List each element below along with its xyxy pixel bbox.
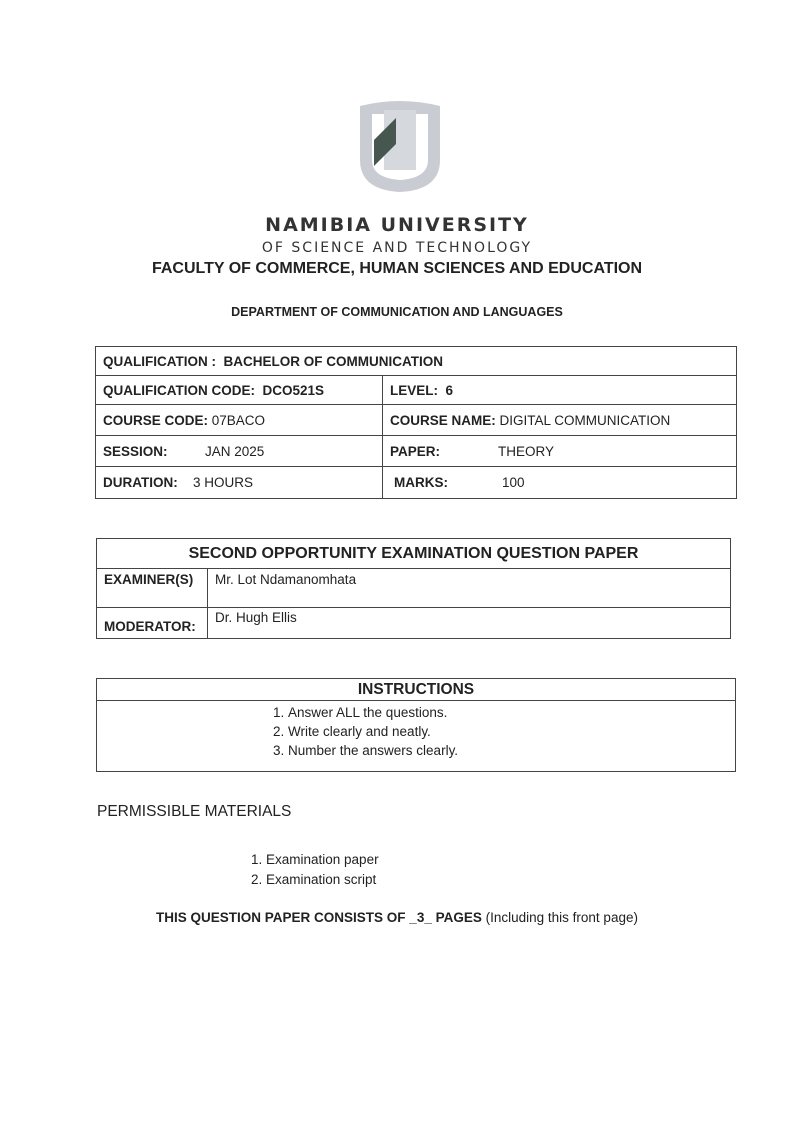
instruction-item: 1. Answer ALL the questions. xyxy=(288,705,458,720)
university-subtitle: OF SCIENCE AND TECHNOLOGY xyxy=(261,240,533,256)
course-code-cell: COURSE CODE: 07BACO xyxy=(96,405,383,436)
department-name: DEPARTMENT OF COMMUNICATION AND LANGUAGES xyxy=(231,305,563,319)
instructions-list xyxy=(270,705,458,762)
examiner-value: Mr. Lot Ndamanomhata xyxy=(208,569,731,608)
university-name: NAMIBIA UNIVERSITY xyxy=(265,214,529,236)
instruction-item: 3. Number the answers clearly. xyxy=(288,743,458,758)
examiner-label: EXAMINER(S) xyxy=(97,569,208,608)
material-item: 1. Examination paper xyxy=(266,850,379,870)
material-item: 2. Examination script xyxy=(266,870,379,890)
paper-cell: PAPER: THEORY xyxy=(383,436,737,467)
qualification-code-cell: QUALIFICATION CODE: DCO521S xyxy=(96,376,383,405)
examiners-table xyxy=(96,538,731,639)
course-details-table xyxy=(95,346,737,499)
university-logo-icon xyxy=(356,98,444,194)
course-name-cell: COURSE NAME: DIGITAL COMMUNICATION xyxy=(383,405,737,436)
materials-title: PERMISSIBLE MATERIALS xyxy=(97,803,292,820)
page-count-note: THIS QUESTION PAPER CONSISTS OF _3_ PAGES (Including this front page) xyxy=(156,910,638,925)
materials-list xyxy=(230,850,379,890)
faculty-name: FACULTY OF COMMERCE, HUMAN SCIENCES AND EDUCATION xyxy=(151,260,643,277)
instructions-title: INSTRUCTIONS xyxy=(97,679,735,701)
qualification-cell: QUALIFICATION : BACHELOR OF COMMUNICATION xyxy=(96,347,737,376)
marks-cell: MARKS: 100 xyxy=(383,467,737,499)
duration-cell: DURATION: 3 HOURS xyxy=(96,467,383,499)
instruction-item: 2. Write clearly and neatly. xyxy=(288,724,458,739)
level-cell: LEVEL: 6 xyxy=(383,376,737,405)
session-cell: SESSION: JAN 2025 xyxy=(96,436,383,467)
instructions-box xyxy=(96,678,736,772)
moderator-value: Dr. Hugh Ellis xyxy=(208,608,731,639)
moderator-label: MODERATOR: xyxy=(97,608,208,639)
exam-title: SECOND OPPORTUNITY EXAMINATION QUESTION PAPER xyxy=(97,539,731,569)
